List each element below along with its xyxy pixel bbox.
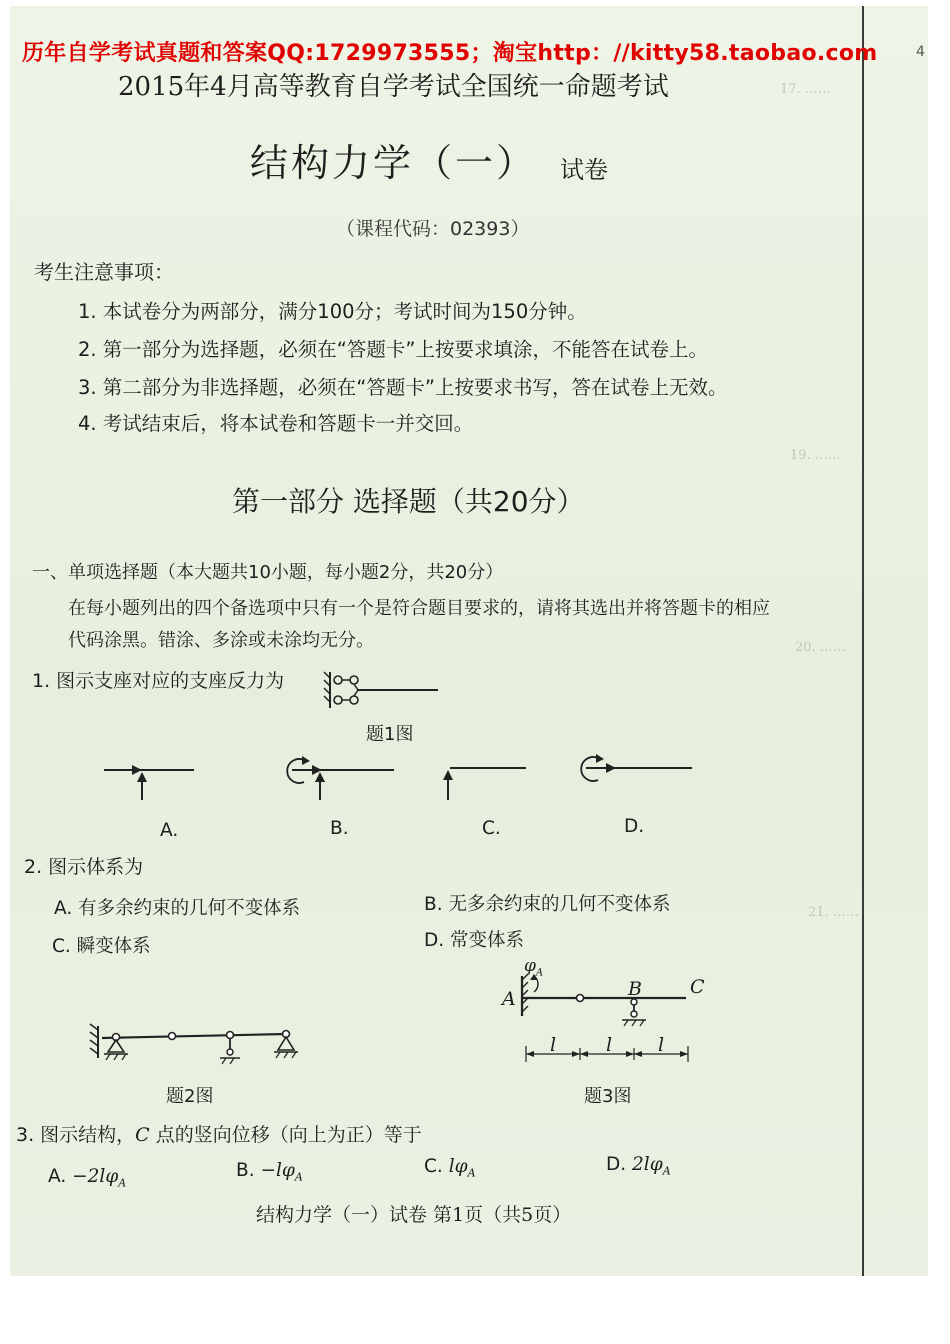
promo-banner: 历年自学考试真题和答案QQ:1729973555；淘宝http：//kitty58.taobao.com: [22, 41, 878, 66]
page-edge-divider: [862, 6, 864, 1276]
q3-label-phi: $\varphi_A$: [524, 956, 544, 979]
part-one-title: 第一部分 选择题（共20分）: [232, 485, 585, 518]
bleed-through-text: 20. ……: [795, 640, 846, 655]
q3-structure-figure: [500, 970, 700, 1070]
q1-option-d[interactable]: D.: [624, 816, 645, 837]
q3-label-b: B: [628, 978, 642, 1000]
instruction-line: 代码涂黑。错涂、多涂或未涂均无分。: [68, 630, 374, 651]
notice-item: 3. 第二部分为非选择题，必须在“答题卡”上按要求书写，答在试卷上无效。: [78, 376, 728, 399]
q1-option-a[interactable]: A.: [160, 820, 179, 841]
subject-title: 结构力学（一）: [250, 141, 538, 185]
notice-item: 1. 本试卷分为两部分，满分100分；考试时间为150分钟。: [78, 300, 587, 323]
q1-option-a-figure: [100, 752, 196, 804]
bleed-through-text: 19. ……: [790, 448, 841, 463]
bleed-through-text: 21. ……: [808, 905, 859, 920]
instruction-line: 在每小题列出的四个备选项中只有一个是符合题目要求的，请将其选出并将答题卡的相应: [68, 598, 770, 619]
question-1-stem: 1. 图示支座对应的支座反力为: [32, 670, 285, 692]
notice-item: 2. 第一部分为选择题，必须在“答题卡”上按要求填涂，不能答在试卷上。: [78, 338, 709, 361]
course-code: （课程代码：02393）: [336, 218, 530, 240]
q2-option-a[interactable]: A. 有多余约束的几何不变体系: [54, 898, 301, 919]
paper-label: 试卷: [560, 156, 608, 184]
q3-figure-caption: 题3图: [584, 1086, 632, 1107]
q1-support-figure: [324, 668, 444, 712]
q3-option-b[interactable]: B. $-l\varphi_A$: [236, 1160, 303, 1184]
notice-heading: 考生注意事项：: [34, 260, 174, 284]
q2-figure-caption: 题2图: [166, 1086, 214, 1107]
corner-page-number: 4: [916, 44, 925, 60]
notice-item: 4. 考试结束后，将本试卷和答题卡一并交回。: [78, 412, 474, 435]
q3-option-d[interactable]: D. $2l\varphi_A$: [606, 1154, 671, 1178]
q1-option-d-figure: [572, 752, 696, 792]
question-3-stem: 3. 图示结构，C 点的竖向位移（向上为正）等于: [16, 1124, 422, 1146]
bleed-through-text: 17. ……: [780, 82, 831, 97]
q3-label-c: C: [690, 976, 705, 998]
question-2-stem: 2. 图示体系为: [24, 856, 144, 878]
q2-structure-figure: [84, 1020, 310, 1072]
q1-figure-caption: 题1图: [366, 724, 414, 745]
q2-option-c[interactable]: C. 瞬变体系: [52, 936, 151, 957]
q3-label-l1: l: [550, 1034, 557, 1056]
q2-option-b[interactable]: B. 无多余约束的几何不变体系: [424, 894, 671, 915]
page-footer: 结构力学（一）试卷 第1页（共5页）: [256, 1204, 572, 1226]
q1-option-c[interactable]: C.: [482, 818, 501, 839]
q3-option-a[interactable]: A. $-2l\varphi_A$: [48, 1166, 127, 1190]
q3-label-l3: l: [658, 1034, 665, 1056]
q3-option-c[interactable]: C. $l\varphi_A$: [424, 1156, 476, 1180]
q1-option-c-figure: [440, 752, 530, 804]
exam-title: 2015年4月高等教育自学考试全国统一命题考试: [118, 72, 669, 102]
q3-label-l2: l: [606, 1034, 613, 1056]
q3-label-a: A: [502, 988, 516, 1010]
section-heading: 一、单项选择题（本大题共10小题，每小题2分，共20分）: [32, 562, 504, 583]
q1-option-b[interactable]: B.: [330, 818, 349, 839]
q2-option-d[interactable]: D. 常变体系: [424, 930, 525, 951]
q1-option-b-figure: [278, 752, 398, 804]
